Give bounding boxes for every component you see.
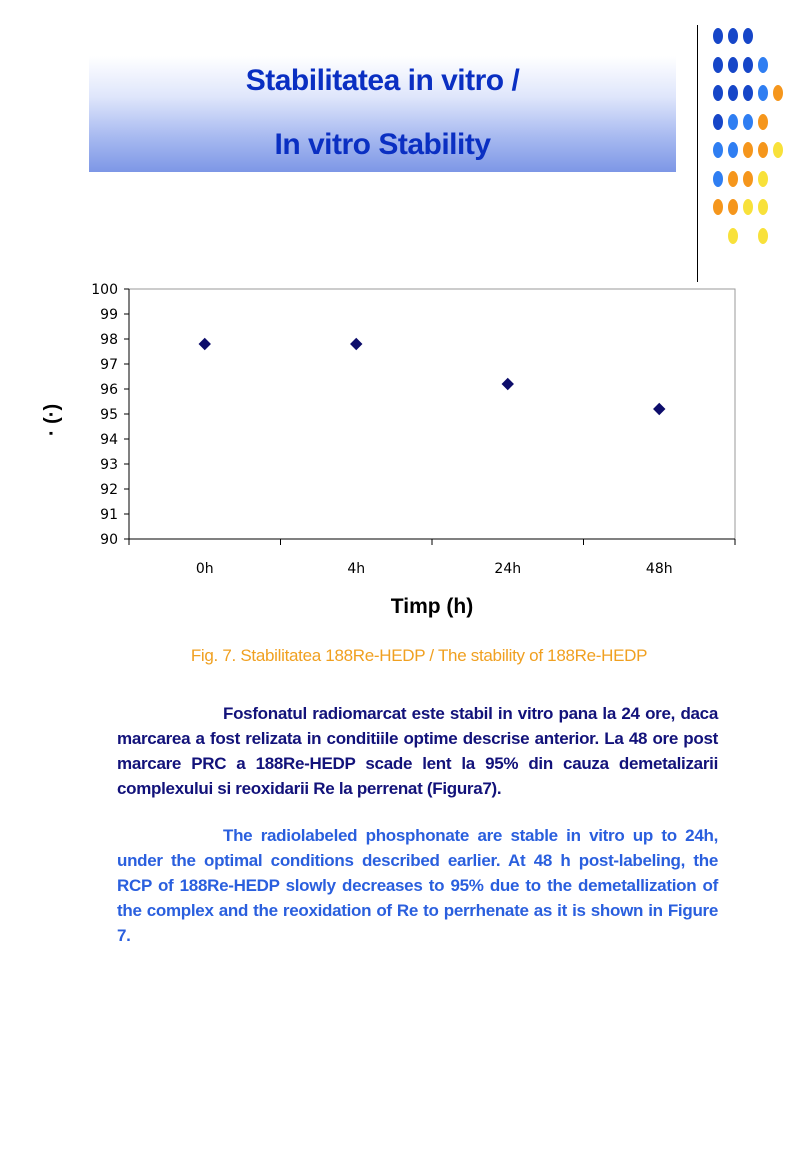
decorative-dot [743, 28, 753, 44]
decorative-dot [743, 114, 753, 130]
plot-area [129, 289, 735, 539]
decorative-dot [758, 57, 768, 73]
data-point-diamond [502, 379, 513, 390]
x-tick-label: 48h [645, 561, 673, 577]
decorative-dot [713, 85, 723, 101]
y-tick-label: 97 [100, 357, 118, 373]
x-tick-label: 24h [494, 561, 522, 577]
title-banner [89, 56, 676, 172]
y-tick-label: 95 [100, 407, 118, 423]
data-point-diamond [654, 404, 665, 415]
decorative-dot [773, 85, 783, 101]
decorative-dot [713, 199, 723, 215]
x-tick-label: 0h [195, 561, 214, 577]
decorative-dot [758, 142, 768, 158]
y-tick-label: 92 [100, 482, 118, 498]
decorative-dot [728, 57, 738, 73]
decorative-dot [743, 199, 753, 215]
figure-caption: Fig. 7. Stabilitatea 188Re-HEDP / The stability of 188Re-HEDP [190, 646, 648, 665]
decorative-dot [743, 142, 753, 158]
decorative-dot [773, 142, 783, 158]
decorative-dot [758, 171, 768, 187]
y-axis-label-fragment: · (·) [41, 403, 63, 437]
decorative-dot [728, 85, 738, 101]
decorative-dot [758, 228, 768, 244]
decorative-dot [758, 199, 768, 215]
stability-chart [0, 270, 800, 620]
decorative-dot [743, 171, 753, 187]
decorative-dot [758, 114, 768, 130]
data-point-diamond [351, 339, 362, 350]
decorative-dot [713, 171, 723, 187]
decorative-dot [728, 199, 738, 215]
y-tick-label: 96 [100, 382, 118, 398]
paragraph-romanian: Fosfonatul radiomarcat este stabil in vitro pana la 24 ore, daca marcarea a fost relizata in conditiile optime descrise anterior. La 48 ore post marcare PRC a 188Re-HEDP scade lent la 95% din cauza demetalizarii complexului si reoxidarii Re la perrenat (Figura7). [117, 704, 718, 798]
decorative-dot [728, 228, 738, 244]
y-tick-label: 98 [100, 332, 118, 348]
decorative-dot [728, 114, 738, 130]
y-tick-label: 93 [100, 457, 118, 473]
decorative-dot [743, 85, 753, 101]
vertical-divider [697, 25, 698, 282]
page-title-line-1: Stabilitatea in vitro / [245, 64, 520, 97]
decorative-dot [728, 171, 738, 187]
page-title-line-2: In vitro Stability [274, 128, 491, 161]
decorative-dot [713, 57, 723, 73]
y-tick-label: 94 [100, 432, 118, 448]
paragraph-english: The radiolabeled phosphonate are stable in vitro up to 24h, under the optimal conditions described earlier. At 48 h post-labeling, the RCP of 188Re-HEDP slowly decreases to 95% due to the demetallization of the complex and the reoxidation of Re to perrhenate as it is shown in Figure 7. [117, 826, 718, 945]
y-tick-label: 90 [100, 532, 118, 548]
y-tick-label: 99 [100, 307, 118, 323]
y-tick-label: 91 [100, 507, 118, 523]
y-tick-label: 100 [91, 282, 118, 298]
x-axis-label: Timp (h) [390, 595, 474, 618]
decorative-dot [713, 114, 723, 130]
decorative-dot [713, 28, 723, 44]
decorative-dot [728, 28, 738, 44]
decorative-dot [713, 142, 723, 158]
data-point-diamond [199, 339, 210, 350]
decorative-dot [728, 142, 738, 158]
decorative-dot [758, 85, 768, 101]
decorative-dot [743, 57, 753, 73]
x-tick-label: 4h [347, 561, 366, 577]
